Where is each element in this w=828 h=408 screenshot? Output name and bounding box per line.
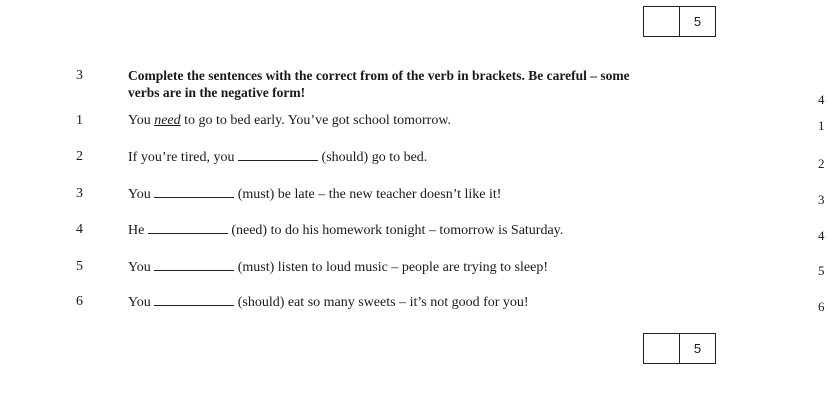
margin-number: 1 bbox=[818, 118, 825, 133]
margin-number: 4 bbox=[818, 228, 825, 243]
sentence-number: 3 bbox=[76, 186, 83, 201]
sentence-1 bbox=[128, 113, 451, 129]
exercise-number: 3 bbox=[76, 68, 83, 83]
sentence-number: 6 bbox=[76, 294, 83, 309]
margin-number: 3 bbox=[818, 192, 825, 207]
sentence-text-before: You bbox=[128, 187, 155, 202]
answer-blank[interactable] bbox=[154, 186, 234, 198]
sentence-6 bbox=[128, 294, 529, 311]
sentence-text-after: (should) eat so many sweets – it’s not good for you! bbox=[234, 295, 529, 310]
score-input-cell[interactable] bbox=[644, 7, 680, 36]
sentence-number: 2 bbox=[76, 149, 83, 164]
score-input-cell[interactable] bbox=[644, 334, 680, 363]
margin-number: 4 bbox=[818, 92, 825, 107]
answer-blank[interactable] bbox=[154, 294, 234, 306]
sentence-text-before: You bbox=[128, 113, 155, 128]
score-points: 5 bbox=[693, 341, 702, 356]
sentence-3 bbox=[128, 186, 501, 203]
score-box-bottom bbox=[643, 333, 716, 364]
instruction-line-1: Complete the sentences with the correct from of the verb in brackets. Be careful – some bbox=[128, 68, 630, 83]
sentence-number: 1 bbox=[76, 113, 83, 128]
answer-blank[interactable] bbox=[238, 149, 318, 161]
sentence-text-after: (should) go to bed. bbox=[318, 150, 428, 165]
sentence-text-after: (must) listen to loud music – people are trying to sleep! bbox=[234, 260, 548, 275]
sentence-text-before: You bbox=[128, 260, 155, 275]
score-points: 5 bbox=[693, 14, 702, 29]
sentence-text-before: If you’re tired, you bbox=[128, 150, 239, 165]
margin-number: 6 bbox=[818, 299, 825, 314]
sentence-number: 5 bbox=[76, 259, 83, 274]
sentence-text-before: He bbox=[128, 223, 148, 238]
sentence-4 bbox=[128, 222, 563, 239]
sentence-text-after: (must) be late – the new teacher doesn’t like it! bbox=[234, 187, 502, 202]
score-box-top bbox=[643, 6, 716, 37]
exercise-instruction bbox=[128, 67, 748, 101]
sentence-5 bbox=[128, 259, 548, 276]
sentence-text-after: (need) to do his homework tonight – tomorrow is Saturday. bbox=[227, 223, 564, 238]
margin-number: 5 bbox=[818, 263, 825, 278]
sentence-2 bbox=[128, 149, 427, 166]
example-answer: need bbox=[154, 113, 181, 128]
margin-number: 2 bbox=[818, 156, 825, 171]
answer-blank[interactable] bbox=[148, 222, 228, 234]
sentence-number: 4 bbox=[76, 222, 83, 237]
sentence-text-after: to go to bed early. You’ve got school tomorrow. bbox=[180, 113, 452, 128]
sentence-text-before: You bbox=[128, 295, 155, 310]
answer-blank[interactable] bbox=[154, 259, 234, 271]
instruction-line-2: verbs are in the negative form! bbox=[128, 85, 306, 100]
